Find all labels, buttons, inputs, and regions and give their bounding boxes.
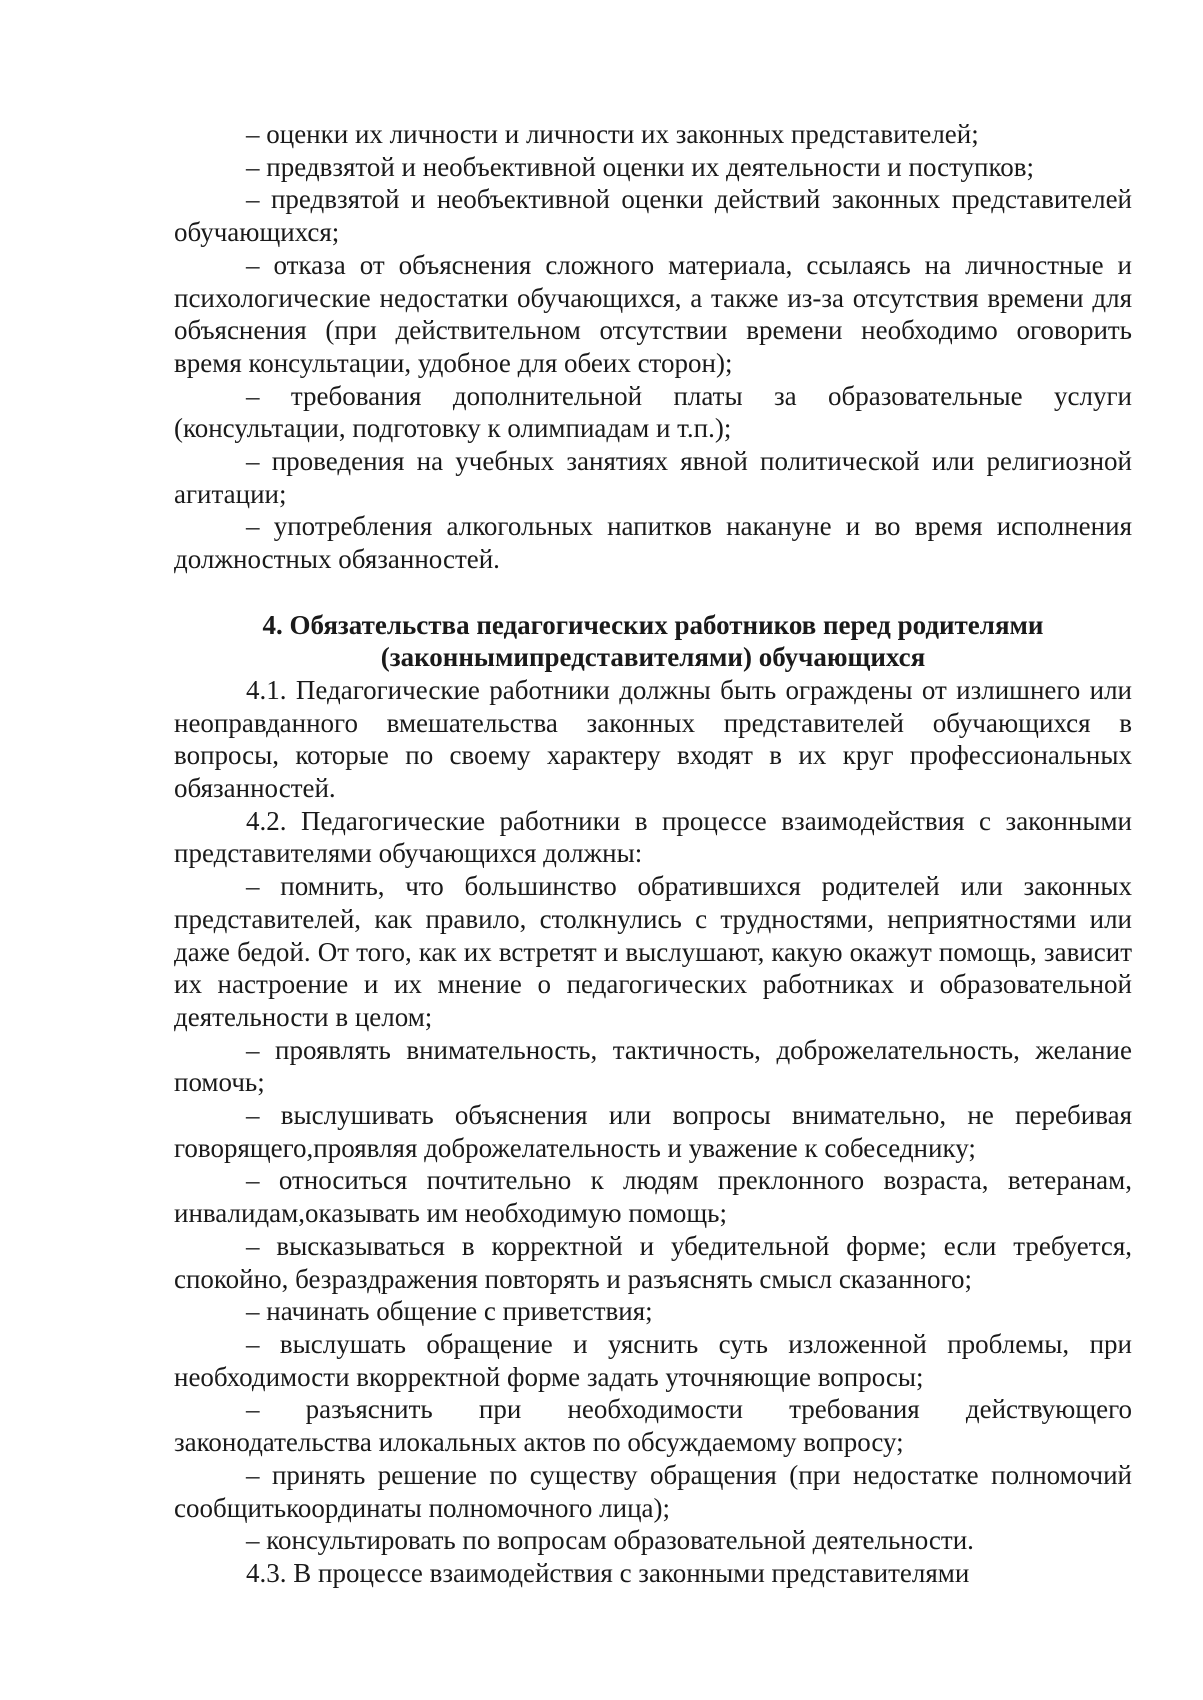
list-item: – предвзятой и необъективной оценки действий законных представителей обучающихся; [174, 184, 1132, 248]
list-item: – относиться почтительно к людям преклонного возраста, ветеранам, инвалидам,оказывать им необходимую помощь; [174, 1165, 1132, 1229]
list-item: – помнить, что большинство обратившихся родителей или законных представителей, как правило, столкнулись с трудностями, неприятностями или даже бедой. От того, как их встретят и выслушают, какую окажут помощь, зависит их настроение и их мнение о педагогических работниках и образовательной деятельности в целом; [174, 871, 1132, 1032]
list-item: – требования дополнительной платы за образовательные услуги (консультации, подготовку к олимпиадам и т.п.); [174, 380, 1132, 444]
list-item: – отказа от объяснения сложного материала, ссылаясь на личностные и психологические недостатки обучающихся, а также из-за отсутствия времени для объяснения (при действительном отсутствии времени необходимо оговорить время консультации, удобное для обеих сторон); [174, 249, 1132, 378]
list-item: – предвзятой и необъективной оценки их деятельности и поступков; [246, 151, 1034, 182]
document-page [174, 118, 1132, 1590]
list-item: – разъяснить при необходимости требования действующего законодательства илокальных актов по обсуждаемому вопросу; [174, 1394, 1132, 1458]
section-heading-line-1: 4. Обязательства педагогических работников перед родителями [262, 609, 1044, 640]
list-item: – проявлять внимательность, тактичность, доброжелательность, желание помочь; [174, 1034, 1132, 1098]
list-item: – употребления алкогольных напитков накануне и во время исполнения должностных обязанностей. [174, 511, 1132, 575]
list-item: – проведения на учебных занятиях явной политической или религиозной агитации; [174, 446, 1132, 509]
paragraph-4-3: 4.3. В процессе взаимодействия с законными представителями [246, 1557, 970, 1588]
paragraph-4-1: 4.1. Педагогические работники должны быть ограждены от излишнего или неоправданного вмешательства законных представителей обучающихся в вопросы, которые по своему характеру входят в их круг профессиональных обязанностей. [174, 674, 1132, 804]
paragraph-4-2: 4.2. Педагогические работники в процессе взаимодействия с законными представителями обучающихся должны: [174, 805, 1132, 869]
list-item: – выслушивать объяснения или вопросы внимательно, не перебивая говорящего,проявляя доброжелательность и уважение к собеседнику; [174, 1100, 1132, 1163]
list-item: – принять решение по существу обращения (при недостатке полномочий сообщитькоординаты полномочного лица); [174, 1459, 1132, 1523]
list-item: – консультировать по вопросам образовательной деятельности. [246, 1525, 974, 1556]
list-item: – высказываться в корректной и убедительной форме; если требуется, спокойно, безраздражения повторять и разъяснять смысл сказанного; [174, 1230, 1132, 1294]
list-item: – начинать общение с приветствия; [246, 1296, 653, 1327]
section-heading-line-2: (законнымипредставителями) обучающихся [380, 642, 926, 673]
section-gap [174, 576, 1132, 609]
list-item: – оценки их личности и личности их законных представителей; [246, 119, 979, 149]
list-item: – выслушать обращение и уяснить суть изложенной проблемы, при необходимости вкорректной форме задать уточняющие вопросы; [174, 1329, 1132, 1392]
